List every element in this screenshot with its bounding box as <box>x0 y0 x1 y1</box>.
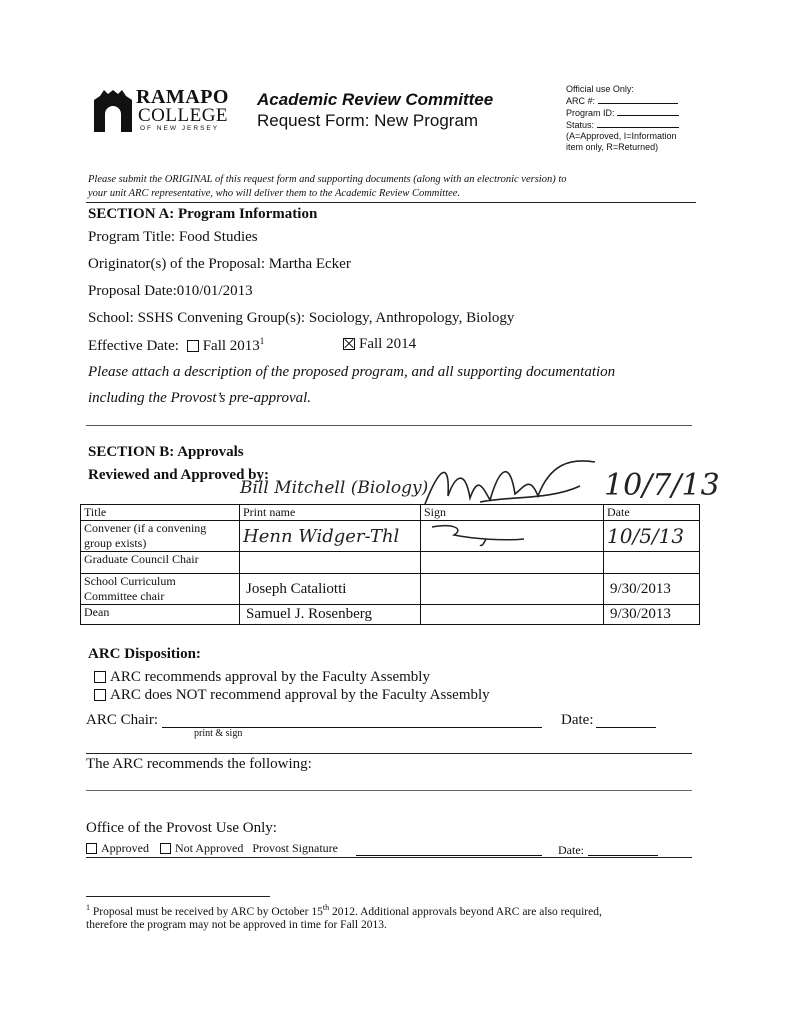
provost-not-approved-checkbox[interactable] <box>160 843 171 854</box>
form-title-request: Request Form: New Program <box>257 111 479 130</box>
table-row <box>81 552 700 574</box>
table-row <box>81 605 700 625</box>
arc-recommends-label: The ARC recommends the following: <box>86 756 312 772</box>
provost-row <box>86 841 338 856</box>
provost-date-field[interactable] <box>588 855 658 856</box>
approvals-table <box>80 504 700 625</box>
row-title-line-1: Graduate Council Chair <box>84 552 199 566</box>
row-date[interactable]: 9/30/2013 <box>604 574 700 605</box>
convener-signature-scribble <box>424 521 534 547</box>
header-title: Title <box>81 505 240 521</box>
school-convening-groups: School: SSHS Convening Group(s): Sociology, Anthropology, Biology <box>88 310 515 326</box>
arc-recommends-line[interactable] <box>86 790 692 791</box>
row-date[interactable]: 10/5/13 <box>604 521 700 552</box>
provost-not-approved-label: Not Approved <box>175 841 244 855</box>
footnote-rule <box>86 896 270 897</box>
row-title-line-2: group exists) <box>84 536 147 550</box>
arc-approve-checkbox[interactable] <box>94 671 106 683</box>
header-date: Date <box>604 505 700 521</box>
arc-number-field[interactable] <box>598 95 678 104</box>
provost-signature-field[interactable] <box>356 855 542 856</box>
footnote-text-post: 2012. Additional approvals beyond ARC are also required, <box>329 905 602 918</box>
table-row <box>81 574 700 605</box>
header-print-name: Print name <box>240 505 421 521</box>
program-title: Program Title: Food Studies <box>88 229 258 245</box>
fall-2014-checkbox[interactable] <box>343 338 355 350</box>
section-a-bottom-rule <box>86 425 692 426</box>
row-print-name[interactable]: Samuel J. Rosenberg <box>240 605 421 625</box>
arc-chair-label: ARC Chair: <box>86 712 159 728</box>
row-date[interactable] <box>604 552 700 574</box>
logo-new-jersey: OF NEW JERSEY <box>140 125 220 132</box>
arc-not-approve-label: ARC does NOT recommend approval by the Faculty Assembly <box>110 687 490 703</box>
originator: Originator(s) of the Proposal: Martha Ecker <box>88 256 351 272</box>
row-sign[interactable] <box>421 552 604 574</box>
print-sign-caption: print & sign <box>194 728 243 739</box>
status-field[interactable] <box>597 119 679 128</box>
section-a-heading: SECTION A: Program Information <box>88 206 318 222</box>
provost-approved-checkbox[interactable] <box>86 843 97 854</box>
provost-heading: Office of the Provost Use Only: <box>86 820 277 836</box>
arc-option-approve <box>94 669 430 686</box>
fall-2013-checkbox[interactable] <box>187 340 199 352</box>
table-row <box>81 521 700 552</box>
row-title-line-1: Convener (if a convening <box>84 521 207 535</box>
handwritten-review-date: 10/7/13 <box>604 468 720 503</box>
arc-not-approve-checkbox[interactable] <box>94 689 106 701</box>
row-print-name[interactable] <box>240 552 421 574</box>
footnote-line-2: therefore the program may not be approved in time for Fall 2013. <box>86 919 387 931</box>
archway-logo-icon <box>94 88 132 132</box>
row-title-line-1: Dean <box>84 605 110 619</box>
official-use-heading: Official use Only: <box>566 84 634 94</box>
footnote-text-pre: Proposal must be received by ARC by October 15 <box>92 905 323 918</box>
attach-instructions-1: Please attach a description of the proposed program, and all supporting documentation <box>88 364 616 380</box>
proposal-date: Proposal Date:010/01/2013 <box>88 283 253 299</box>
handwritten-reviewer-name: Bill Mitchell (Biology) <box>240 478 429 498</box>
fall-2014-option <box>343 336 416 353</box>
effective-date-label: Effective Date: <box>88 338 179 354</box>
provost-signature-label: Provost Signature <box>252 841 338 855</box>
effective-date-row <box>88 336 264 355</box>
row-sign[interactable] <box>421 605 604 625</box>
header-sign: Sign <box>421 505 604 521</box>
provost-date-label: Date: <box>558 843 584 857</box>
arc-approve-label: ARC recommends approval by the Faculty Assembly <box>110 669 430 685</box>
row-title-line-1: School Curriculum <box>84 574 176 588</box>
official-use-box <box>566 84 706 153</box>
footnote-sup: th <box>322 903 330 912</box>
footnote-mark: 1 <box>86 903 90 912</box>
program-id-label: Program ID: <box>566 108 615 118</box>
row-date[interactable]: 9/30/2013 <box>604 605 700 625</box>
row-sign[interactable] <box>421 521 604 552</box>
instructions-line-2: your unit ARC representative, who will deliver them to the Academic Review Committee. <box>88 188 461 199</box>
reviewed-approved-label: Reviewed and Approved by: <box>88 467 269 483</box>
form-title-committee: Academic Review Committee <box>257 90 494 109</box>
row-sign[interactable] <box>421 574 604 605</box>
provost-approved-label: Approved <box>101 841 149 855</box>
logo-ramapo: RAMAPO <box>136 86 229 108</box>
fall-2013-label: Fall 2013 <box>202 338 260 354</box>
arc-disposition-heading: ARC Disposition: <box>88 646 201 662</box>
section-b-heading: SECTION B: Approvals <box>88 444 244 460</box>
program-id-field[interactable] <box>617 107 679 116</box>
arc-number-label: ARC #: <box>566 96 596 106</box>
row-print-name[interactable]: Henn Widger-Thl <box>240 521 421 552</box>
section-a-top-rule <box>86 202 696 203</box>
college-logo <box>94 86 234 132</box>
provost-bottom-rule <box>86 857 692 858</box>
status-label: Status: <box>566 120 595 130</box>
instructions-line-1: Please submit the ORIGINAL of this request form and supporting documents (along with an electronic version) to <box>88 174 567 185</box>
arc-date-label: Date: <box>561 712 594 728</box>
attach-instructions-2: including the Provost’s pre-approval. <box>88 390 312 406</box>
arc-option-not-approve <box>94 687 490 704</box>
logo-college: COLLEGE <box>138 105 229 126</box>
status-legend-2: item only, R=Returned) <box>566 142 659 152</box>
status-legend-1: (A=Approved, I=Information <box>566 131 677 141</box>
fall-2014-label: Fall 2014 <box>359 336 417 352</box>
table-header-row <box>81 505 700 521</box>
row-title-line-2: Committee chair <box>84 589 165 603</box>
footnote-text <box>86 903 602 918</box>
arc-divider-rule <box>86 753 692 754</box>
row-print-name[interactable]: Joseph Cataliotti <box>240 574 421 605</box>
arc-date-field[interactable] <box>596 727 656 728</box>
footnote-ref: 1 <box>259 336 265 346</box>
